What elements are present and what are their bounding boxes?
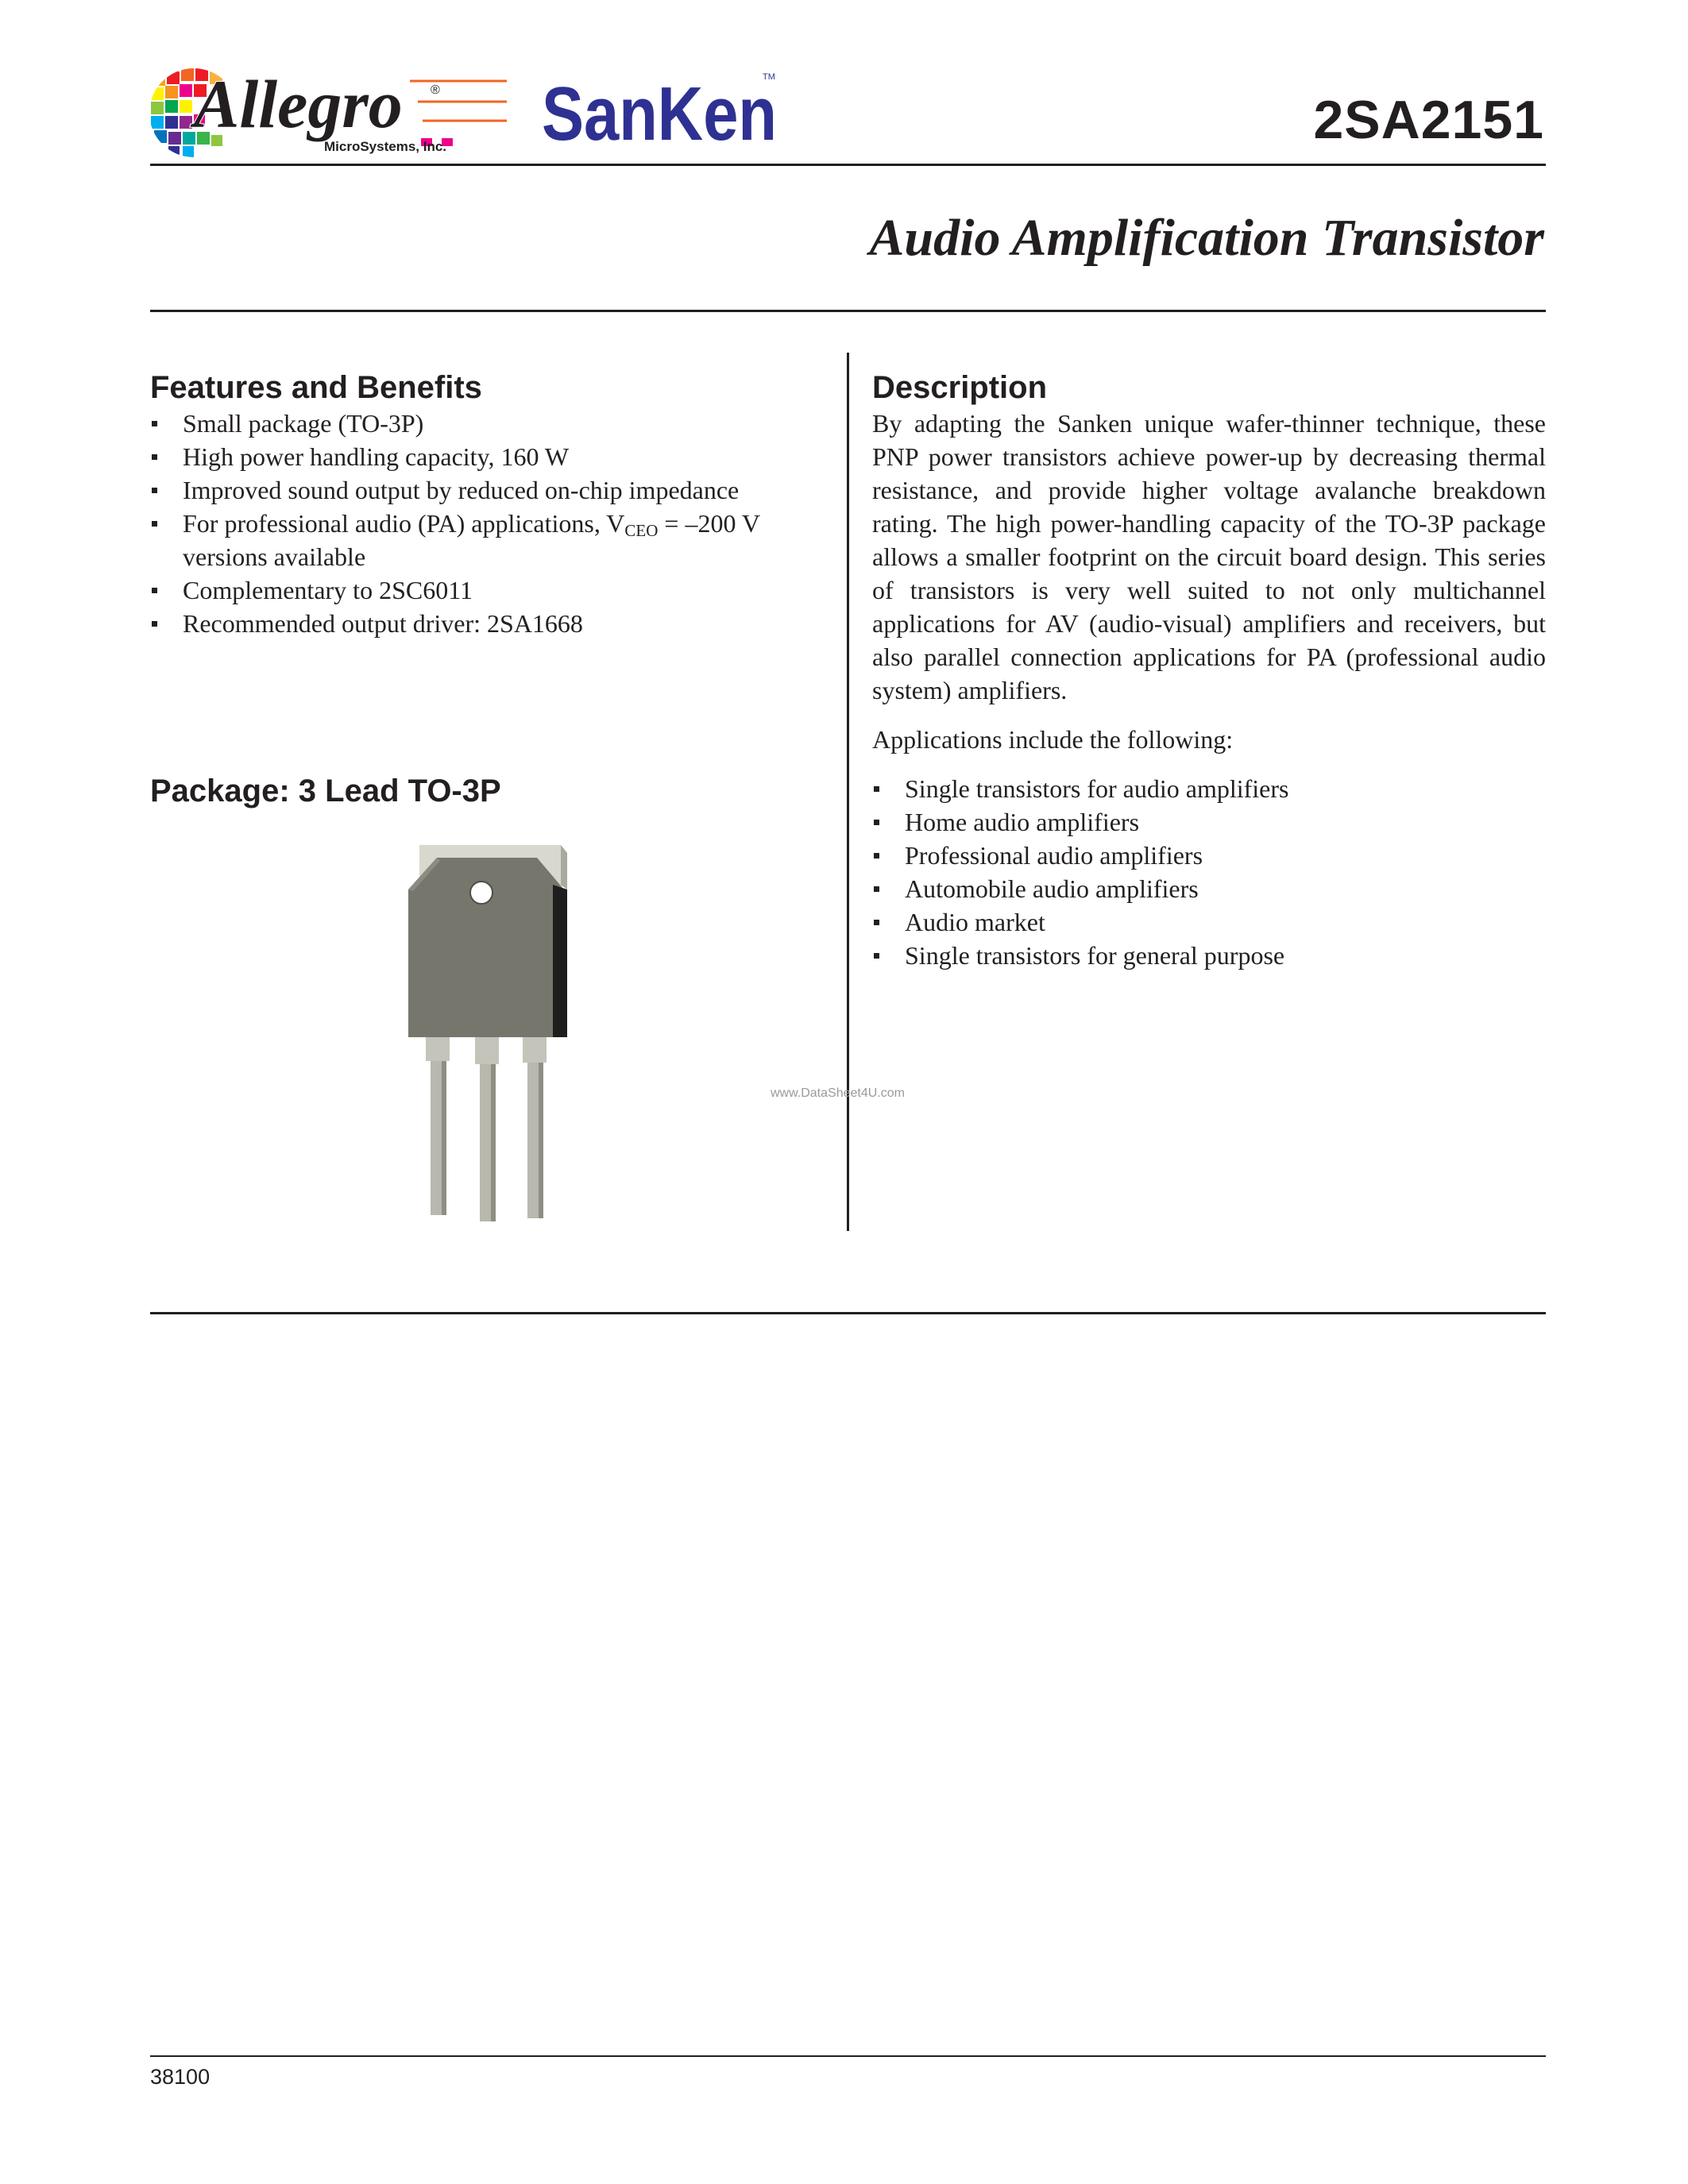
footer-rule [150,2055,1546,2057]
document-code: 38100 [150,2065,211,2089]
vceo-prefix: For professional audio (PA) applications, V [183,509,625,538]
sanken-logo [540,68,786,148]
features-list [150,407,833,640]
allegro-logo-subtext: MicroSystems, Inc. [324,139,447,154]
watermark: www.DataSheet4U.com [771,1086,905,1100]
vceo-subscript: CEO [624,521,659,540]
part-number: 2SA2151 [1313,90,1544,150]
list-item: Automobile audio amplifiers [872,872,1546,905]
allegro-logo-text: Allegro [194,66,403,142]
section-end-rule [150,1312,1546,1314]
vceo-suffix: = –200 V versions available [183,509,760,571]
document-subtitle: Audio Amplification Transistor [869,209,1544,267]
subtitle-rule [150,310,1546,312]
list-item: High power handling capacity, 160 W [150,440,833,473]
list-item: Audio market [872,905,1546,939]
list-item: Professional audio amplifiers [872,839,1546,872]
description-title: Description [872,370,1048,405]
description-paragraph: By adapting the Sanken unique wafer-thinner technique, these PNP power transistors achieve power-up by decreasing thermal resistance, and provide higher voltage avalanche breakdown rating. The high power-handling capacity of the TO-3P package allows a smaller footprint on the circuit board design. This series of transistors is very well suited to not only multichannel applications for AV (audio-visual) amplifiers and receivers, but also parallel connection applications for PA (professional audio system) amplifiers. [872,409,1546,704]
svg-text:TM: TM [763,72,775,82]
header-rule [150,164,1546,166]
allegro-logo [148,65,513,160]
list-item: Complementary to 2SC6011 [150,573,833,607]
features-title: Features and Benefits [150,370,482,405]
package-leads [426,1032,547,1221]
svg-text:®: ® [431,83,440,97]
list-item: Improved sound output by reduced on-chip impedance [150,473,833,507]
description-section [872,369,1546,972]
to3p-package-image [397,842,580,1231]
list-item: Single transistors for audio amplifiers [872,772,1546,805]
list-item: Recommended output driver: 2SA1668 [150,607,833,640]
features-section [150,369,833,640]
list-item: Small package (TO-3P) [150,407,833,440]
list-item: Home audio amplifiers [872,805,1546,839]
package-title: Package: 3 Lead TO-3P [150,774,501,808]
sanken-logo-text: SanKen [542,71,777,148]
applications-list [872,772,1546,972]
list-item: Single transistors for general purpose [872,939,1546,972]
applications-intro: Applications include the following: [872,725,1234,754]
list-item-vceo [150,507,833,573]
